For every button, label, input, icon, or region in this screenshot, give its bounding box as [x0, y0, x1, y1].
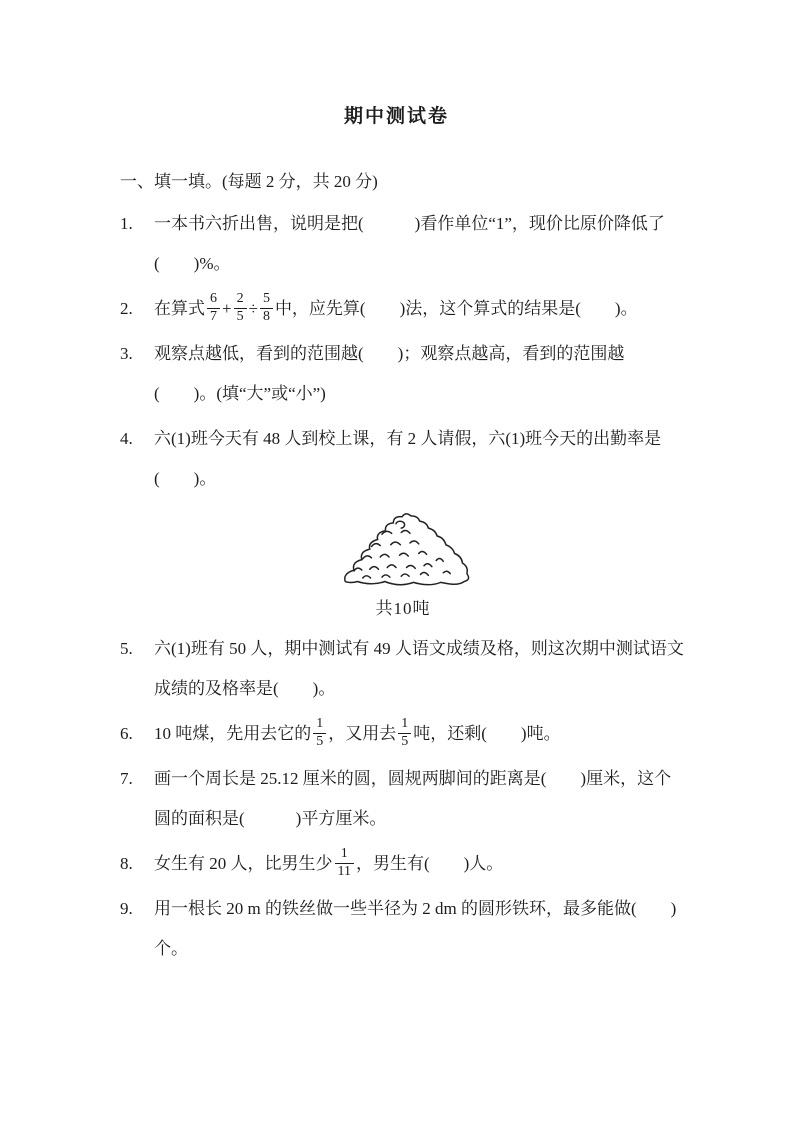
- fraction-numerator: 1: [313, 717, 326, 734]
- question-6: [120, 714, 686, 754]
- coal-pile-figure: [120, 504, 686, 621]
- section-heading: 一、填一填。(每题 2 分，共 20 分): [120, 172, 378, 191]
- question-7-text: 画一个周长是 25.12 厘米的圆，圆规两脚间的距离是( )厘米，这个圆的面积是( )平方厘米。: [154, 769, 672, 828]
- coal-pile-illustration: [333, 504, 473, 596]
- question-5-text: 六(1)班有 50 人，期中测试有 49 人语文成绩及格，则这次期中测试语文成绩的及格率是( )。: [154, 639, 684, 698]
- fraction-denominator: 11: [337, 863, 351, 879]
- question-6-text-pre: 10 吨煤，先用去它的: [154, 724, 312, 743]
- question-7: [120, 759, 686, 839]
- question-8-text-post: ，男生有( )人。: [355, 854, 504, 873]
- question-2-text-pre: 在算式: [154, 299, 205, 318]
- page-title: 期中测试卷: [343, 106, 449, 127]
- fraction-numerator: 1: [398, 717, 411, 734]
- question-3-text: 观察点越低，看到的范围越( )；观察点越高，看到的范围越( )。(填“大”或“小”): [154, 344, 625, 403]
- fraction-denominator: 5: [236, 308, 244, 324]
- question-7-number: 7.: [120, 769, 133, 788]
- question-5-number: 5.: [120, 639, 133, 658]
- fraction-denominator: 5: [401, 733, 409, 749]
- fraction-numerator: 6: [207, 292, 220, 309]
- fraction-2-5: [234, 292, 247, 324]
- question-1-number: 1.: [120, 214, 133, 233]
- fraction-1-11: [335, 847, 354, 879]
- question-2-number: 2.: [120, 299, 133, 318]
- question-2-text-post: 中，应先算( )法，这个算式的结果是( )。: [274, 299, 638, 318]
- question-4-number: 4.: [120, 429, 133, 448]
- question-1-text: 一本书六折出售，说明是把( )看作单位“1”，现价比原价降低了( )%。: [154, 214, 665, 273]
- fraction-5-8: [260, 292, 273, 324]
- operator-divide: ÷: [248, 299, 258, 318]
- question-8-text-pre: 女生有 20 人，比男生少: [154, 854, 333, 873]
- question-4-text: 六(1)班今天有 48 人到校上课，有 2 人请假，六(1)班今天的出勤率是( )。: [154, 429, 662, 488]
- fraction-1-5: [398, 717, 411, 749]
- question-5: [120, 629, 686, 709]
- figure-label: 共10吨: [375, 599, 431, 618]
- question-9-number: 9.: [120, 899, 133, 918]
- question-2: [120, 289, 686, 329]
- question-6-text-mid: ，又用去: [328, 724, 397, 743]
- question-3-number: 3.: [120, 344, 133, 363]
- question-8: [120, 844, 686, 884]
- fraction-numerator: 5: [260, 292, 273, 309]
- fraction-1-5: [313, 717, 326, 749]
- question-6-number: 6.: [120, 724, 133, 743]
- question-6-text-post: 吨，还剩( )吨。: [413, 724, 561, 743]
- fraction-numerator: 2: [234, 292, 247, 309]
- question-1: [120, 204, 686, 284]
- question-8-number: 8.: [120, 854, 133, 873]
- question-9-text: 用一根长 20 m 的铁丝做一些半径为 2 dm 的圆形铁环，最多能做( )个。: [154, 899, 677, 958]
- question-4: [120, 419, 686, 499]
- fraction-denominator: 5: [316, 733, 324, 749]
- fraction-denominator: 8: [262, 308, 270, 324]
- question-3: [120, 334, 686, 414]
- fraction-6-7: [207, 292, 220, 324]
- content-area: [120, 162, 686, 969]
- question-9: [120, 889, 686, 969]
- operator-plus: +: [222, 299, 232, 318]
- fraction-denominator: 7: [210, 308, 217, 324]
- fraction-numerator: 1: [335, 847, 354, 864]
